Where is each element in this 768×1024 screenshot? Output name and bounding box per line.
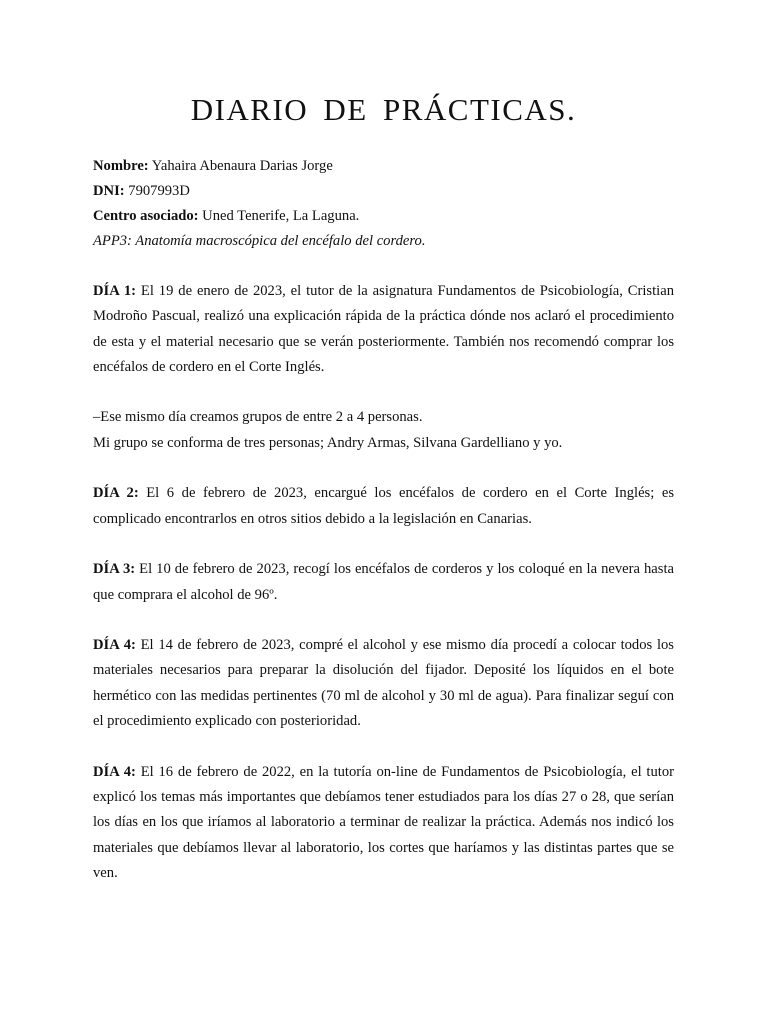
name-label: Nombre: [93,158,149,174]
name-value: Yahaira Abenaura Darias Jorge [148,158,333,174]
entry-label: DÍA 3: [93,561,136,578]
entry-label: DÍA 1: [93,283,137,299]
entry-text: El 19 de enero de 2023, el tutor de la asignatura Fundamentos de Psicobiología, Cristian Modroño Pascual, realizó una explicación rápida de la práctica dónde nos aclaró el procedimiento de esta y el material necesario que se verán posteriormente. También nos recomendó comprar los encéfalos de cordero en el Corte Inglés. [93,283,674,375]
student-info [93,154,674,254]
page-title: DIARIO DE PRÁCTICAS. [190,92,577,127]
entry-groups [93,405,674,456]
entry-day-3 [93,557,674,608]
center-value: Uned Tenerife, La Laguna. [198,208,360,224]
center-row [93,204,674,229]
entry-text: El 6 de febrero de 2023, encargué los encéfalos de cordero en el Corte Inglés; es complicado encontrarlos en otros sitios debido a la legislación en Canarias. [93,485,675,527]
entry-day-4b [93,760,674,886]
dni-value: 7907993D [124,183,190,199]
entry-line: Mi grupo se conforma de tres personas; Andry Armas, Silvana Gardelliano y yo. [93,434,563,451]
subject-row [93,229,674,254]
name-row [93,154,674,179]
dni-row [93,179,674,204]
entry-label: DÍA 4: [93,763,136,780]
entry-label: DÍA 2: [93,485,139,502]
subject-text: APP3: Anatomía macroscópica del encéfalo del cordero. [93,233,426,249]
entry-day-2 [93,481,674,532]
entry-day-4a [93,633,674,734]
entry-text: El 16 de febrero de 2022, en la tutoría on-line de Fundamentos de Psicobiología, el tutor explicó los temas más importantes que debíamos tener estudiados para los días 27 o 28, que serían los días en los que iríamos al laboratorio a terminar de realizar la práctica. Además nos indicó los materiales que debíamos llevar al laboratorio, los cortes que haríamos y las distintas partes que se ven. [93,763,674,881]
entry-text: El 14 de febrero de 2023, compré el alcohol y ese mismo día procedí a colocar todos los materiales necesarios para preparar la disolución del fijador. Deposité los líquidos en el bote hermético con las medidas pertinentes (70 ml de alcohol y 30 ml de agua). Para finalizar seguí con el procedimiento explicado con posterioridad. [93,637,674,730]
center-label: Centro asociado: [93,208,199,224]
entry-label: DÍA 4: [93,637,136,654]
entry-day-1 [93,279,674,380]
entry-line: –Ese mismo día creamos grupos de entre 2 a 4 personas. [93,409,423,426]
diary-entries [93,279,674,911]
dni-label: DNI: [93,183,125,199]
entry-text: El 10 de febrero de 2023, recogí los encéfalos de corderos y los coloqué en la nevera hasta que comprara el alcohol de 96º. [93,561,674,603]
